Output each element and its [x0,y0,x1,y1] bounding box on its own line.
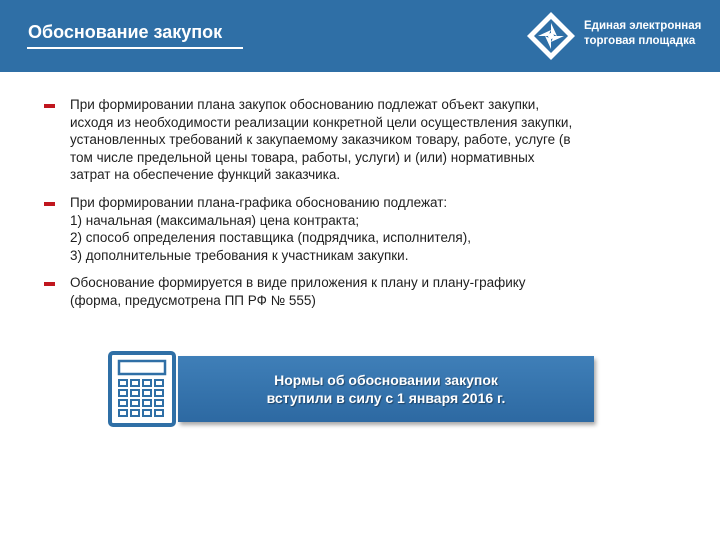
bullet-line: Обоснование формируется в виде приложения к плану и плану-графику [70,275,526,291]
diamond-logo-icon [526,11,576,61]
logo [526,11,716,61]
bullet-marker [44,282,55,286]
bullet-line: том числе предельной цены товара, работы, услуги) и (или) нормативных [70,149,535,165]
bullet-line: 1) начальная (максимальная) цена контракта; [70,212,360,228]
bullet-line: затрат на обеспечение функций заказчика. [70,167,341,183]
bullet-line: При формировании плана закупок обоснованию подлежат объект закупки, [70,97,540,112]
bullet-marker [44,104,55,108]
logo-text [584,19,701,49]
notice-line-1: Нормы об обосновании закупок [274,372,498,388]
bullet-line: (форма, предусмотрена ПП РФ № 555) [70,292,316,308]
bullet-line: При формировании плана-графика обоснованию подлежат: [70,194,448,210]
notice-line-2: вступили в силу с 1 января 2016 г. [266,390,506,406]
header-bar [0,0,720,72]
bullet-marker [44,202,55,206]
bullet-line: исходя из необходимости реализации конкретной цели осуществления закупки, [70,114,573,130]
bullet-item-plan [44,96,694,184]
bullet-line: установленных требований к закупаемому заказчиком товару, работе, услуге (в [70,132,571,148]
bullet-line: 2) способ определения поставщика (подрядчика, исполнителя), [70,230,471,246]
bullet-item-form [44,274,694,309]
logo-text-line-2: торговая площадка [584,35,696,47]
page-title: Обоснование закупок [28,22,223,42]
notice-banner [178,356,594,422]
calculator-icon [107,350,177,428]
title-underline [27,47,243,49]
bullet-list [44,96,694,320]
bullet-line: 3) дополнительные требования к участникам закупки. [70,247,409,263]
bullet-item-schedule [44,194,694,264]
logo-text-line-1: Единая электронная [584,20,702,32]
